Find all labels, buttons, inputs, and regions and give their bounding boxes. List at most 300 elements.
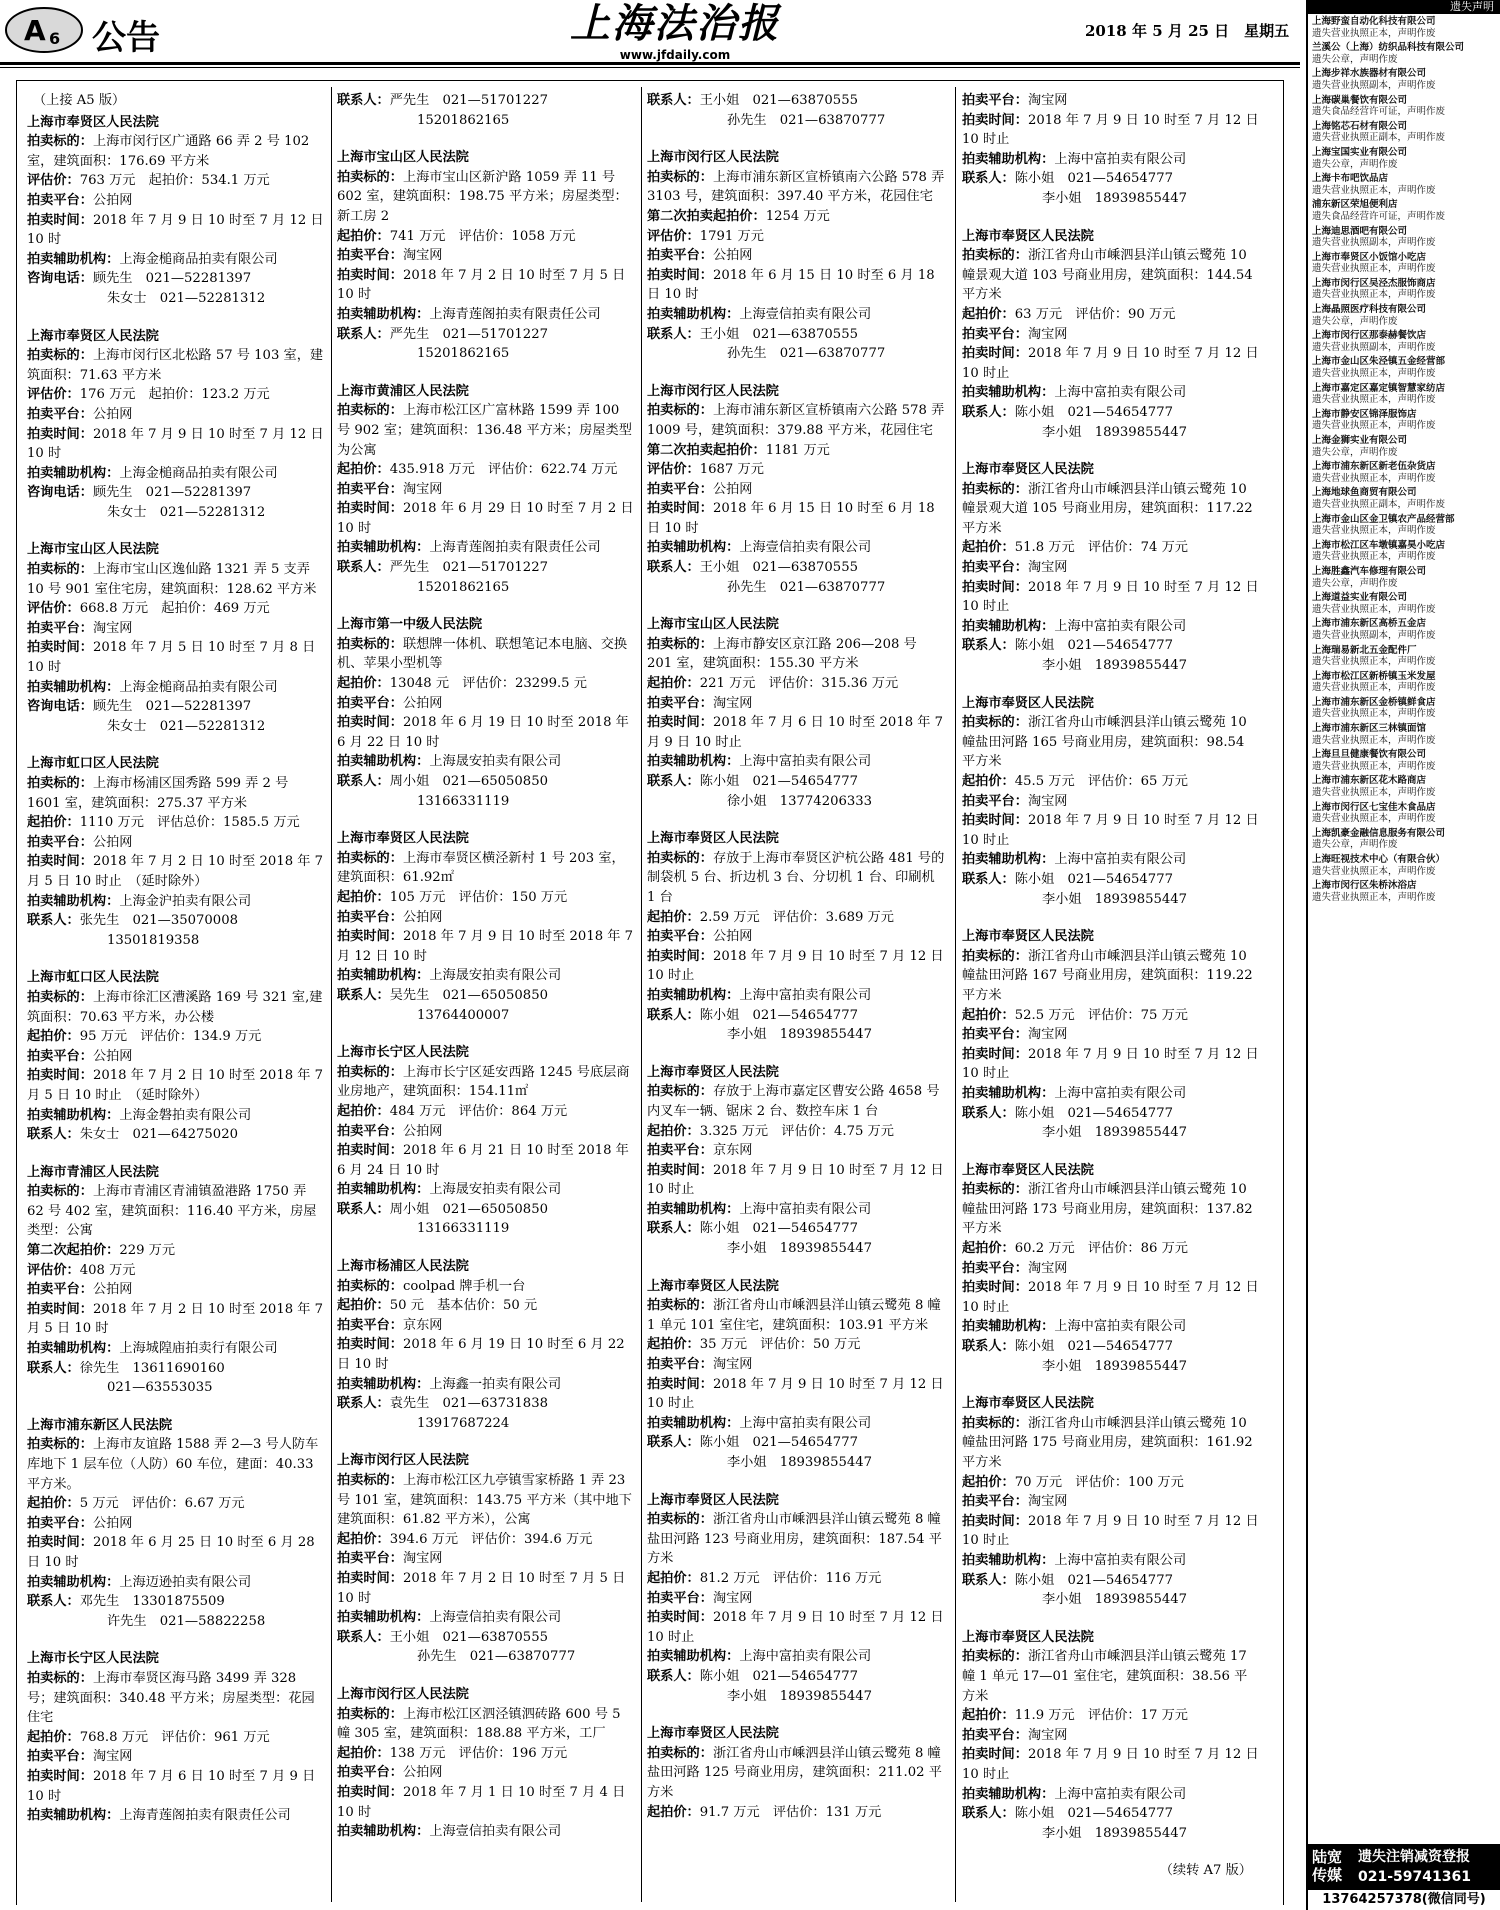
lost-notice-company: 上海晶照医疗科技有限公司 [1312, 304, 1427, 316]
svg-text:A: A [24, 14, 46, 47]
lost-notice-item [1312, 566, 1496, 589]
field-label: 拍卖辅助机构： [962, 1085, 1055, 1101]
notices-area [16, 80, 1284, 1905]
field-label: 起拍价： [962, 306, 1015, 322]
field-label: 联系人： [647, 1007, 700, 1023]
field-value: 上海市奉贤区海马路 3499 弄 328 号；建筑面积：340.48 平方米；房屋类型：花园住宅 [27, 1670, 315, 1726]
notice-field [962, 189, 1260, 209]
notice-field [337, 578, 635, 598]
lost-notice-item [1312, 775, 1496, 798]
field-value: 229 万元 [119, 1243, 176, 1259]
court-name: 上海市宝山区人民法院 [27, 542, 159, 558]
field-label: 起拍价： [27, 1729, 80, 1745]
field-value: 52.5 万元 评估价：75 万元 [1014, 1007, 1188, 1023]
notice-field [962, 403, 1260, 423]
field-value: 2018 年 7 月 6 日 10 时至 7 月 9 日 10 时 [27, 1768, 316, 1804]
field-label: 拍卖标的： [27, 348, 93, 364]
notice-field [27, 1767, 325, 1806]
notice-field [337, 480, 635, 500]
field-label: 拍卖标的： [962, 1415, 1028, 1431]
notice-field [962, 169, 1260, 189]
field-value: 朱女士 021—64275020 [79, 1127, 238, 1143]
court-name: 上海市奉贤区人民法院 [962, 462, 1094, 478]
lost-notice-company: 上海旺视技术中心（有限合伙） [1312, 854, 1446, 865]
field-value: 上海市杨浦区国秀路 599 弄 2 号 1601 室，建筑面积：275.37 平方米 [27, 776, 289, 811]
field-label: 拍卖标的： [27, 989, 93, 1005]
notice-field [337, 227, 635, 247]
notice-field [962, 1726, 1260, 1746]
field-value: 上海青莲阁拍卖有限责任公司 [119, 1808, 291, 1824]
notice-field [337, 401, 635, 460]
notice-field [647, 168, 945, 207]
court-name: 上海市长宁区人民法院 [337, 1045, 469, 1061]
notice-field [27, 503, 325, 523]
field-value: 浙江省舟山市嵊泗县洋山镇云鹭苑 10 幢盐田河路 167 号商业用房，建筑面积：119.22 平方米 [962, 948, 1253, 1003]
notice-field [962, 383, 1260, 403]
field-label: 起拍价： [962, 540, 1015, 556]
notice-field [647, 91, 945, 111]
notice-field [27, 1125, 325, 1145]
field-label: 联系人： [962, 1806, 1015, 1822]
notice-field [962, 1647, 1260, 1706]
field-label: 拍卖辅助机构： [647, 754, 740, 770]
auction-notice [647, 829, 945, 1045]
notice-field [337, 1763, 635, 1783]
field-value: 淘宝网 [1027, 793, 1068, 809]
field-value: 浙江省舟山市嵊泗县洋山镇云鹭苑 8 幢盐田河路 125 号商业用房，建筑面积：211.02 平方米 [647, 1745, 942, 1800]
lost-notice-company: 上海市闵行区朱桥沐浴店 [1312, 880, 1417, 892]
notice-field [962, 578, 1260, 617]
field-label: 评估价： [27, 601, 80, 617]
notice-field [647, 401, 945, 440]
auction-notice [647, 1724, 945, 1822]
notice-field [337, 888, 635, 908]
lost-notice-text: 遗失公章，声明作废 [1312, 577, 1398, 589]
notice-field [337, 1296, 635, 1316]
field-value: 陈小姐 021—54654777 [699, 1007, 858, 1023]
field-label: 拍卖平台： [962, 326, 1028, 342]
field-value: 上海中富拍卖有限公司 [1054, 1319, 1187, 1335]
lost-notice-company: 上海市金山区金卫镇农产品经营部 [1312, 513, 1455, 525]
notice-field [337, 266, 635, 305]
lost-notice-company: 上海市松江区车墩镇嘉昊小吃店 [1312, 539, 1446, 551]
field-label: 联系人： [647, 93, 700, 108]
lost-notice-item [1312, 147, 1496, 170]
lost-notice-item [1312, 749, 1496, 772]
field-value: 2018 年 7 月 9 日 10 时至 7 月 12 日 10 时止 [647, 1376, 944, 1412]
notice-column-3 [647, 91, 945, 1901]
field-value: 1254 万元 [765, 208, 830, 224]
auction-notice [962, 460, 1260, 676]
notice-field [962, 1084, 1260, 1104]
field-value: 上海中富拍卖有限公司 [739, 1415, 872, 1431]
lost-notice-company: 上海市闵行区那泰赫餐饮店 [1312, 330, 1427, 342]
field-label: 联系人： [962, 1105, 1015, 1121]
field-value: 上海中富拍卖有限公司 [1054, 151, 1187, 167]
auction-notice [962, 1628, 1260, 1844]
field-value-continued: 15201862165 [417, 112, 510, 128]
notice-field [647, 674, 945, 694]
notice-field [337, 1414, 635, 1434]
field-label: 拍卖标的： [337, 403, 403, 419]
field-label: 拍卖时间： [27, 426, 93, 442]
field-value: 上海市宝山区逸仙路 1321 弄 5 支弄 10 号 901 室住宅房，建筑面积：128.62 平方米 [27, 562, 317, 597]
notice-field [962, 344, 1260, 383]
field-label: 拍卖标的： [962, 1182, 1028, 1198]
notice-field [962, 617, 1260, 637]
field-label: 联系人： [27, 1594, 80, 1610]
notice-field [27, 1182, 325, 1241]
notice-field [647, 947, 945, 986]
field-value: 存放于上海市奉贤区沪杭公路 481 号的制袋机 5 台、折边机 3 台、分切机 1 台、印刷机 1 台 [647, 850, 945, 905]
field-value: 上海壹信拍卖有限公司 [739, 540, 872, 556]
lost-notice-item [1312, 828, 1496, 851]
field-label: 拍卖平台： [647, 1143, 713, 1159]
notice-field [962, 1045, 1260, 1084]
auction-notice [27, 1163, 325, 1398]
field-label: 联系人： [27, 1127, 80, 1143]
field-value: 公拍网 [92, 1282, 133, 1298]
field-label: 联系人： [337, 560, 390, 576]
field-value: 2018 年 7 月 1 日 10 时至 7 月 4 日 10 时 [337, 1784, 626, 1820]
newspaper-url[interactable]: www.jfdaily.com [619, 48, 731, 62]
notice-field [962, 305, 1260, 325]
field-value: 公拍网 [402, 909, 443, 925]
notice-field [337, 538, 635, 558]
field-value-continued: 李小姐 18939855447 [1042, 424, 1188, 440]
lost-notice-item [1312, 330, 1496, 353]
field-value: coolpad 牌手机一台 [402, 1278, 526, 1294]
field-label: 拍卖时间： [27, 1535, 93, 1551]
lost-notice-company: 上海宝国实业有限公司 [1312, 146, 1408, 158]
field-label: 拍卖时间： [337, 929, 403, 945]
notice-field [27, 833, 325, 853]
notice-field [27, 813, 325, 833]
notice-field [647, 266, 945, 305]
notice-field [962, 1571, 1260, 1591]
lost-notice-item [1312, 304, 1496, 327]
field-label: 起拍价： [337, 889, 390, 905]
notice-field [27, 717, 325, 737]
field-value: 70 万元 评估价：100 万元 [1014, 1474, 1184, 1490]
field-label: 起拍价： [647, 909, 700, 925]
lost-notice-company: 上海市闵行区七宝佳木食品店 [1312, 801, 1436, 813]
notice-field [27, 560, 325, 599]
field-value: 95 万元 评估价：134.9 万元 [79, 1029, 262, 1045]
field-label: 联系人： [337, 326, 390, 342]
field-label: 拍卖时间： [337, 1337, 403, 1353]
notice-field [27, 619, 325, 639]
field-label: 拍卖平台： [962, 560, 1028, 576]
lost-notice-company: 上海市松江区新桥镇玉米发屋 [1312, 670, 1436, 682]
field-value: 邓先生 13301875509 [79, 1594, 225, 1610]
continued-to-note: （续转 A7 版） [1159, 1863, 1252, 1879]
lost-notice-text: 遗失营业执照正本，声明作废 [1312, 263, 1436, 275]
field-value: 淘宝网 [402, 248, 443, 264]
notice-field [647, 1647, 945, 1667]
field-label: 拍卖辅助机构： [27, 1107, 120, 1123]
sidebar-notice-list [1308, 14, 1500, 1793]
field-value-continued: 孙先生 021—63870777 [417, 1649, 576, 1665]
notice-field [27, 1612, 325, 1632]
notice-field [962, 1006, 1260, 1026]
lost-notice-text: 遗失营业执照正本，声明作废 [1312, 708, 1436, 720]
advert-phone: 021-59741361 [1358, 1869, 1471, 1885]
notice-field [647, 538, 945, 558]
field-value: 淘宝网 [1027, 1260, 1068, 1276]
field-value: 淘宝网 [402, 481, 443, 497]
lost-notice-item [1312, 383, 1496, 406]
notice-field [337, 1822, 635, 1842]
notice-field [27, 191, 325, 211]
lost-notice-company: 上海迪思酒吧有限公司 [1312, 225, 1408, 237]
field-value: 2018 年 6 月 29 日 10 时至 7 月 2 日 10 时 [337, 501, 634, 536]
field-label: 评估价： [27, 1262, 80, 1278]
field-value: 上海市友谊路 1588 弄 2—3 号人防车库地下 1 层车位（人防）60 车位，建面：40.33 平方米。 [27, 1437, 319, 1492]
notice-field [27, 171, 325, 191]
notice-field [647, 1608, 945, 1647]
field-label: 拍卖平台： [962, 793, 1028, 809]
notice-field [962, 111, 1260, 150]
field-value: 浙江省舟山市嵊泗县洋山镇云鹭苑 8 幢盐田河路 123 号商业用房，建筑面积：187.54 平方米 [647, 1512, 942, 1567]
field-value: 2018 年 6 月 21 日 10 时至 2018 年 6 月 24 日 10 时 [337, 1143, 629, 1178]
auction-notice [337, 148, 635, 364]
field-value: 上海金沪拍卖有限公司 [119, 893, 252, 909]
field-value: 2018 年 6 月 15 日 10 时至 6 月 18 日 10 时 [647, 501, 935, 536]
field-value: 吴先生 021—65050850 [389, 987, 548, 1003]
lost-notice-company: 上海瑞易新北五金配件厂 [1312, 644, 1417, 656]
field-label: 咨询电话： [27, 271, 93, 287]
field-label: 拍卖标的： [337, 850, 403, 866]
lost-notice-item [1312, 121, 1496, 144]
auction-notice [27, 1649, 325, 1825]
notice-field [647, 460, 945, 480]
field-value-continued: 孙先生 021—63870777 [727, 112, 886, 128]
advert-mobile: 13764257378(微信同号) [1308, 1890, 1500, 1910]
notice-field [647, 558, 945, 578]
field-value: 上海市松江区广富林路 1599 弄 100 号 902 室；建筑面积：136.48 平方米；房屋类型为公寓 [337, 403, 632, 458]
lost-notice-company: 上海市闵行区吴泾杰服饰商店 [1312, 277, 1436, 289]
field-value-continued: 孙先生 021—63870777 [727, 579, 886, 595]
auction-notice [27, 968, 325, 1144]
field-value: 浙江省舟山市嵊泗县洋山镇云鹭苑 10 幢景观大道 105 号商业用房，建筑面积：117.22 平方米 [962, 481, 1253, 536]
field-value: 221 万元 评估价：315.36 万元 [699, 676, 899, 692]
field-label: 拍卖标的： [962, 481, 1028, 497]
lost-notice-item [1312, 880, 1496, 903]
auction-notice [337, 1257, 635, 1433]
lost-notice-company: 上海市浦东新区高桥五金店 [1312, 618, 1427, 630]
field-label: 拍卖时间： [337, 715, 403, 731]
lost-notice-item [1312, 252, 1496, 275]
field-value-continued: 李小姐 18939855447 [727, 1027, 873, 1043]
notice-field [647, 441, 945, 461]
field-label: 拍卖时间： [962, 112, 1028, 128]
field-value: 淘宝网 [712, 695, 753, 711]
field-value: 2018 年 7 月 9 日 10 时至 2018 年 7 月 12 日 10 时 [337, 929, 634, 964]
field-value-continued: 徐小姐 13774206333 [727, 793, 873, 809]
field-label: 起拍价： [337, 1531, 390, 1547]
field-value: 2018 年 7 月 2 日 10 时至 2018 年 7 月 5 日 10 时 [27, 1301, 324, 1337]
notice-field [647, 344, 945, 364]
field-label: 咨询电话： [27, 699, 93, 715]
field-label: 拍卖平台： [337, 695, 403, 711]
lost-notice-company: 上海市浦东新区三林镇面馆 [1312, 723, 1427, 735]
notice-field [337, 1549, 635, 1569]
field-value: 公拍网 [92, 1048, 133, 1064]
field-value: 徐先生 13611690160 [79, 1360, 225, 1376]
court-name: 上海市闵行区人民法院 [337, 1453, 469, 1469]
lost-notice-text: 遗失营业执照正副本，声明作废 [1312, 498, 1446, 510]
notice-field [337, 1569, 635, 1608]
field-label: 拍卖时间： [962, 1046, 1028, 1062]
notice-field [337, 1335, 635, 1374]
notice-field [962, 1278, 1260, 1317]
advert-brand: 陆宽传媒 [1312, 1848, 1343, 1884]
field-value: 105 万元 评估价：150 万元 [389, 889, 568, 905]
lost-notice-text: 遗失食品经营许可证，声明作废 [1312, 210, 1446, 222]
field-label: 拍卖平台： [647, 1590, 713, 1606]
field-label: 联系人： [27, 913, 80, 929]
field-value: 陈小姐 021—54654777 [1014, 1105, 1173, 1121]
field-label: 拍卖平台： [337, 1123, 403, 1139]
field-value: 51.8 万元 评估价：74 万元 [1014, 540, 1188, 556]
field-value: 2.59 万元 评估价：3.689 万元 [699, 909, 894, 925]
field-value-continued: 李小姐 18939855447 [1042, 1125, 1188, 1141]
field-value: 5 万元 评估价：6.67 万元 [79, 1496, 245, 1512]
field-label: 联系人： [337, 1201, 390, 1217]
field-label: 联系人： [647, 560, 700, 576]
notice-field [647, 1141, 945, 1161]
field-value: 公拍网 [402, 695, 443, 711]
lost-notice-item [1312, 16, 1496, 39]
field-value: 1110 万元 评估总价：1585.5 万元 [79, 815, 300, 831]
notice-field [337, 966, 635, 986]
notice-field [962, 850, 1260, 870]
notice-field [647, 111, 945, 131]
notice-field [647, 1589, 945, 1609]
notice-field [337, 713, 635, 752]
field-value-continued: 李小姐 18939855447 [1042, 1825, 1188, 1841]
field-label: 拍卖标的： [962, 948, 1028, 964]
lost-notice-text: 遗失营业执照正本，声明作废 [1312, 472, 1436, 484]
lost-notice-item [1312, 618, 1496, 641]
notice-field [27, 638, 325, 677]
lost-notice-company: 上海卡布吧饮品店 [1312, 173, 1389, 185]
notice-field [27, 289, 325, 309]
field-label: 拍卖辅助机构： [27, 679, 120, 695]
field-value: 2018 年 7 月 6 日 10 时至 2018 年 7 月 9 日 10 时止 [647, 715, 944, 750]
notice-field [337, 1180, 635, 1200]
court-name: 上海市奉贤区人民法院 [27, 328, 159, 344]
field-label: 拍卖平台： [337, 248, 403, 264]
notice-field [27, 464, 325, 484]
lost-notice-company: 上海步祥水族器材有限公司 [1312, 68, 1427, 80]
notice-field [337, 1608, 635, 1628]
field-value: 2018 年 7 月 2 日 10 时至 7 月 5 日 10 时 [337, 267, 626, 303]
lost-notice-item [1312, 592, 1496, 615]
field-label: 拍卖标的： [27, 1670, 93, 1686]
field-label: 第二次拍卖起拍价： [647, 208, 766, 224]
field-value-continued: 朱女士 021—52281312 [107, 504, 266, 520]
notice-field [962, 1317, 1260, 1337]
lost-notice-text: 遗失营业执照正本，声明作废 [1312, 184, 1436, 196]
field-label: 拍卖时间： [647, 267, 713, 283]
field-label: 拍卖辅助机构： [962, 151, 1055, 167]
notice-field [962, 325, 1260, 345]
field-value: 王小姐 021—63870555 [699, 93, 858, 108]
lost-notice-company: 上海野蛮自动化科技有限公司 [1312, 16, 1436, 27]
notice-field [962, 1123, 1260, 1143]
field-label: 起拍价： [337, 1745, 390, 1761]
field-label: 拍卖辅助机构： [647, 987, 740, 1003]
field-value: 2018 年 6 月 15 日 10 时至 6 月 18 日 10 时 [647, 267, 935, 303]
notice-field [337, 246, 635, 266]
lost-notice-item [1312, 540, 1496, 563]
notice-field [962, 150, 1260, 170]
field-value: 50 元 基本估价：50 元 [389, 1298, 538, 1314]
field-label: 联系人： [647, 1435, 700, 1451]
lost-notice-text: 遗失营业执照正本，声明作废 [1312, 420, 1436, 432]
field-label: 拍卖标的： [647, 1298, 713, 1314]
field-value: 陈小姐 021—54654777 [1014, 1806, 1173, 1822]
field-value: 陈小姐 021—54654777 [1014, 1339, 1173, 1355]
page-header [0, 0, 1500, 66]
field-label: 拍卖辅助机构： [962, 618, 1055, 634]
field-label: 拍卖时间： [337, 501, 403, 517]
notice-field [27, 1494, 325, 1514]
classified-sidebar [1306, 0, 1500, 1910]
auction-notice [647, 382, 945, 598]
field-value: 2018 年 7 月 9 日 10 时至 7 月 12 日 10 时止 [962, 1747, 1259, 1782]
lost-notice-company: 上海金狮实业有限公司 [1312, 435, 1408, 446]
field-value: 668.8 万元 起拍价：469 万元 [79, 601, 270, 617]
lost-notice-company: 兰溪公（上海）纺织品科技有限公司 [1312, 42, 1465, 54]
notice-field [647, 480, 945, 500]
field-label: 联系人： [647, 326, 700, 342]
field-value: 上海鑫一拍卖有限公司 [429, 1376, 562, 1392]
court-name: 上海市奉贤区人民法院 [962, 695, 1094, 711]
field-value-continued: 13764400007 [417, 1007, 510, 1023]
column-divider [641, 87, 642, 1902]
field-value: 上海青莲阁拍卖有限责任公司 [429, 540, 601, 556]
lost-notice-item [1312, 409, 1496, 432]
court-name: 上海市闵行区人民法院 [337, 1686, 469, 1702]
lost-notice-item [1312, 356, 1496, 379]
lost-notice-text: 遗失公章，声明作废 [1312, 53, 1398, 65]
court-name: 上海市奉贤区人民法院 [647, 1726, 779, 1742]
field-value: 顾先生 021—52281397 [92, 485, 252, 501]
lost-notice-company: 上海市奉贤区小饭馆小吃店 [1312, 251, 1427, 263]
field-label: 拍卖标的： [647, 1512, 713, 1528]
field-value: 陈小姐 021—54654777 [699, 1435, 858, 1451]
notice-field [337, 927, 635, 966]
notice-field [27, 1280, 325, 1300]
notice-field [962, 1259, 1260, 1279]
field-value: 淘宝网 [402, 1551, 443, 1567]
field-label: 拍卖标的： [647, 403, 713, 419]
field-value: 上海中富拍卖有限公司 [1054, 618, 1187, 634]
continued-from-note: （上接 A5 版） [33, 93, 126, 108]
notice-field [27, 599, 325, 619]
notice-field [962, 772, 1260, 792]
advert-box [1308, 1844, 1500, 1910]
field-label: 起拍价： [337, 1298, 390, 1314]
field-value: 陈小姐 021—54654777 [699, 774, 858, 789]
court-name: 上海市奉贤区人民法院 [647, 1278, 779, 1294]
notice-field [962, 246, 1260, 305]
lost-notice-company: 上海市静安区锦泽服饰店 [1312, 408, 1417, 420]
auction-notice [962, 1394, 1260, 1610]
